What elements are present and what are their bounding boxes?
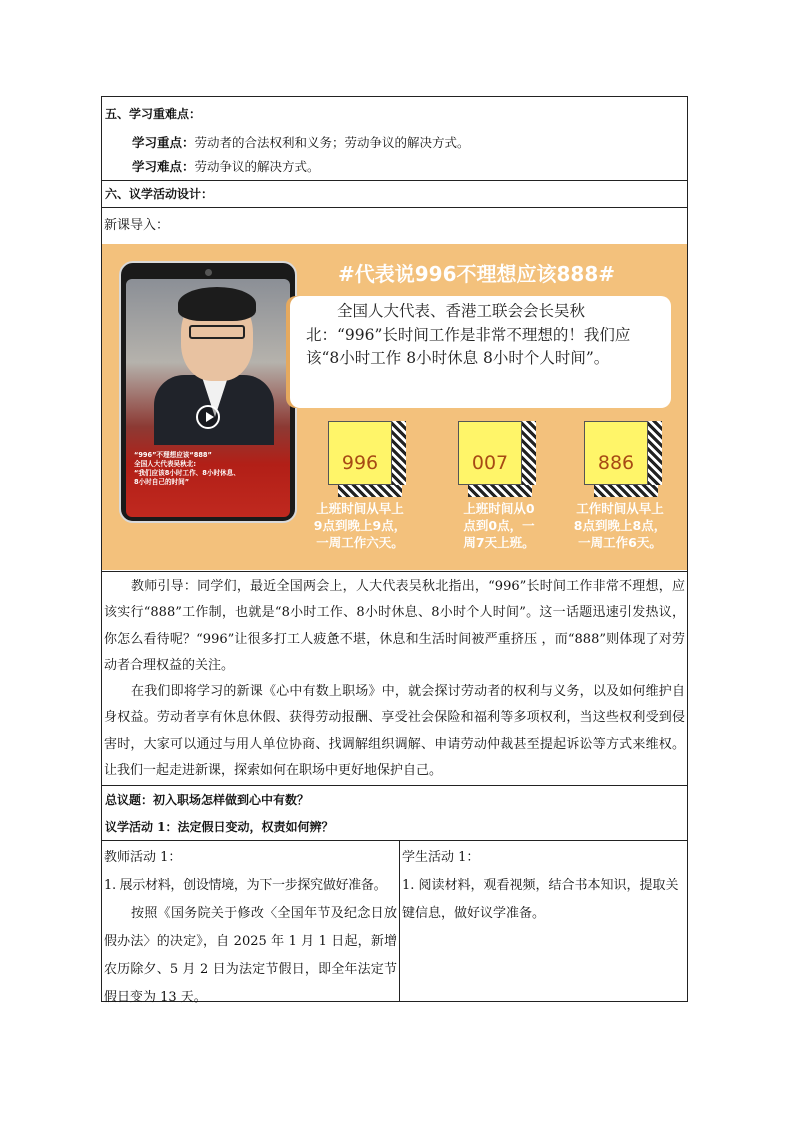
label-line: 上班时间从早上	[316, 501, 404, 516]
person-glasses	[189, 325, 245, 339]
activity-title: 议学活动 1：法定假日变动，权责如何辨？	[105, 820, 334, 834]
focus-text: 劳动者的合法权利和义务；劳动争议的解决方式。	[194, 135, 470, 150]
box-stripe	[522, 421, 536, 485]
caption-line: 全国人大代表吴秋北:	[134, 460, 196, 468]
phone-video-frame	[119, 261, 297, 523]
focus-label: 学习重点：	[132, 135, 195, 150]
box-stripe	[468, 485, 532, 497]
teacher-activity-title: 教师活动 1：	[104, 850, 182, 865]
activity-columns	[102, 841, 687, 1005]
schedule-label	[565, 500, 675, 551]
video-screen	[126, 279, 290, 517]
label-line: 一周工作6天。	[578, 535, 662, 550]
activity-design-section	[102, 181, 687, 208]
news-banner-image	[102, 244, 687, 570]
focus-line	[102, 131, 687, 155]
student-activity-cell	[400, 841, 687, 1001]
schedule-box-996	[328, 421, 392, 485]
label-line: 上班时间从0	[463, 501, 535, 516]
label-line: 9点到晚上9点，	[313, 518, 407, 533]
person-hair	[178, 287, 256, 321]
student-activity-item-1: 1. 阅读材料，观看视频，结合书本知识，提取关键信息，做好议学准备。	[402, 878, 679, 921]
intro-section	[102, 208, 687, 572]
label-line: 一周工作六天。	[316, 535, 404, 550]
schedule-label	[444, 500, 554, 551]
guide-paragraph-1: 教师引导：同学们，最近全国两会上，人大代表吴秋北指出，“996”长时间工作非常不理想，应该实行“888”工作制，也就是“8小时工作、8小时休息、8小时个人时间”。这一话题迅速引发热议，你怎么看待呢？“996”让很多打工人疲惫不堪，休息和生活时间被严重挤压 ，而“888”则体现了对劳动者合理权益的关注。	[104, 579, 685, 673]
play-icon[interactable]	[196, 405, 220, 429]
teacher-activity-item-2: 按照《国务院关于修改〈全国年节及纪念日放假办法〉的决定》，自 2025 年 1 月 1 日起，新增农历除夕、5 月 2 日为法定节假日，即全年法定节假日变为 13 天。	[104, 906, 397, 1005]
lesson-plan-table	[101, 96, 688, 1005]
guide-paragraph-2: 在我们即将学习的新课《心中有数上职场》中，就会探讨劳动者的权利与义务，以及如何维护自身权益。劳动者享有休息休假、获得劳动报酬、享受社会保险和福利等多项权利，当这些权利受到侵害时，大家可以通过与用人单位协商、找调解组织调解、申请劳动仲裁甚至提起诉讼等方式来维权。让我们一起走进新课，探索如何在职场中更好地保护自己。	[104, 684, 685, 779]
student-activity-title: 学生活动 1：	[402, 850, 480, 865]
phone-camera-icon	[205, 269, 212, 276]
label-line: 工作时间从早上	[576, 501, 664, 516]
section-title: 六、议学活动设计：	[105, 187, 214, 201]
key-points-section	[102, 97, 687, 181]
banner-quote: 全国人大代表、香港工联会会长吴秋北：“996”长时间工作是非常不理想的！我们应该“8小时工作 8小时休息 8小时个人时间”。	[290, 296, 671, 408]
teacher-activity-cell	[102, 841, 400, 1005]
caption-line: “我们应该8小时工作、8小时休息、	[134, 469, 240, 477]
schedule-number: 886	[597, 452, 635, 474]
caption-line: “996”不理想应该“888”	[134, 451, 212, 459]
teacher-guide-section	[102, 572, 687, 786]
section-title: 五、学习重难点：	[105, 107, 202, 121]
schedule-number: 007	[471, 452, 509, 474]
box-stripe	[392, 421, 406, 485]
schedule-box-886	[584, 421, 648, 485]
label-line: 点到0点，一	[463, 518, 535, 533]
schedule-label	[305, 500, 415, 551]
difficulty-text: 劳动争议的解决方式。	[194, 159, 320, 174]
video-caption	[134, 451, 284, 487]
difficulty-label: 学习难点：	[132, 159, 195, 174]
box-stripe	[338, 485, 402, 497]
box-stripe	[648, 421, 662, 485]
box-stripe	[594, 485, 658, 497]
banner-title: #代表说996不理想应该888#	[338, 262, 616, 286]
schedule-box-007	[458, 421, 522, 485]
label-line: 8点到晚上8点，	[573, 518, 667, 533]
caption-line: 8小时自己的时间”	[134, 478, 190, 486]
overall-topic: 总议题：初入职场怎样做到心中有数？	[105, 793, 310, 807]
label-line: 周7天上班。	[463, 535, 535, 550]
topic-section	[102, 786, 687, 841]
schedule-number: 996	[341, 452, 379, 474]
difficulty-line	[102, 155, 687, 179]
intro-label: 新课导入：	[104, 218, 170, 233]
teacher-activity-item-1: 1. 展示材料，创设情境，为下一步探究做好准备。	[104, 878, 387, 893]
